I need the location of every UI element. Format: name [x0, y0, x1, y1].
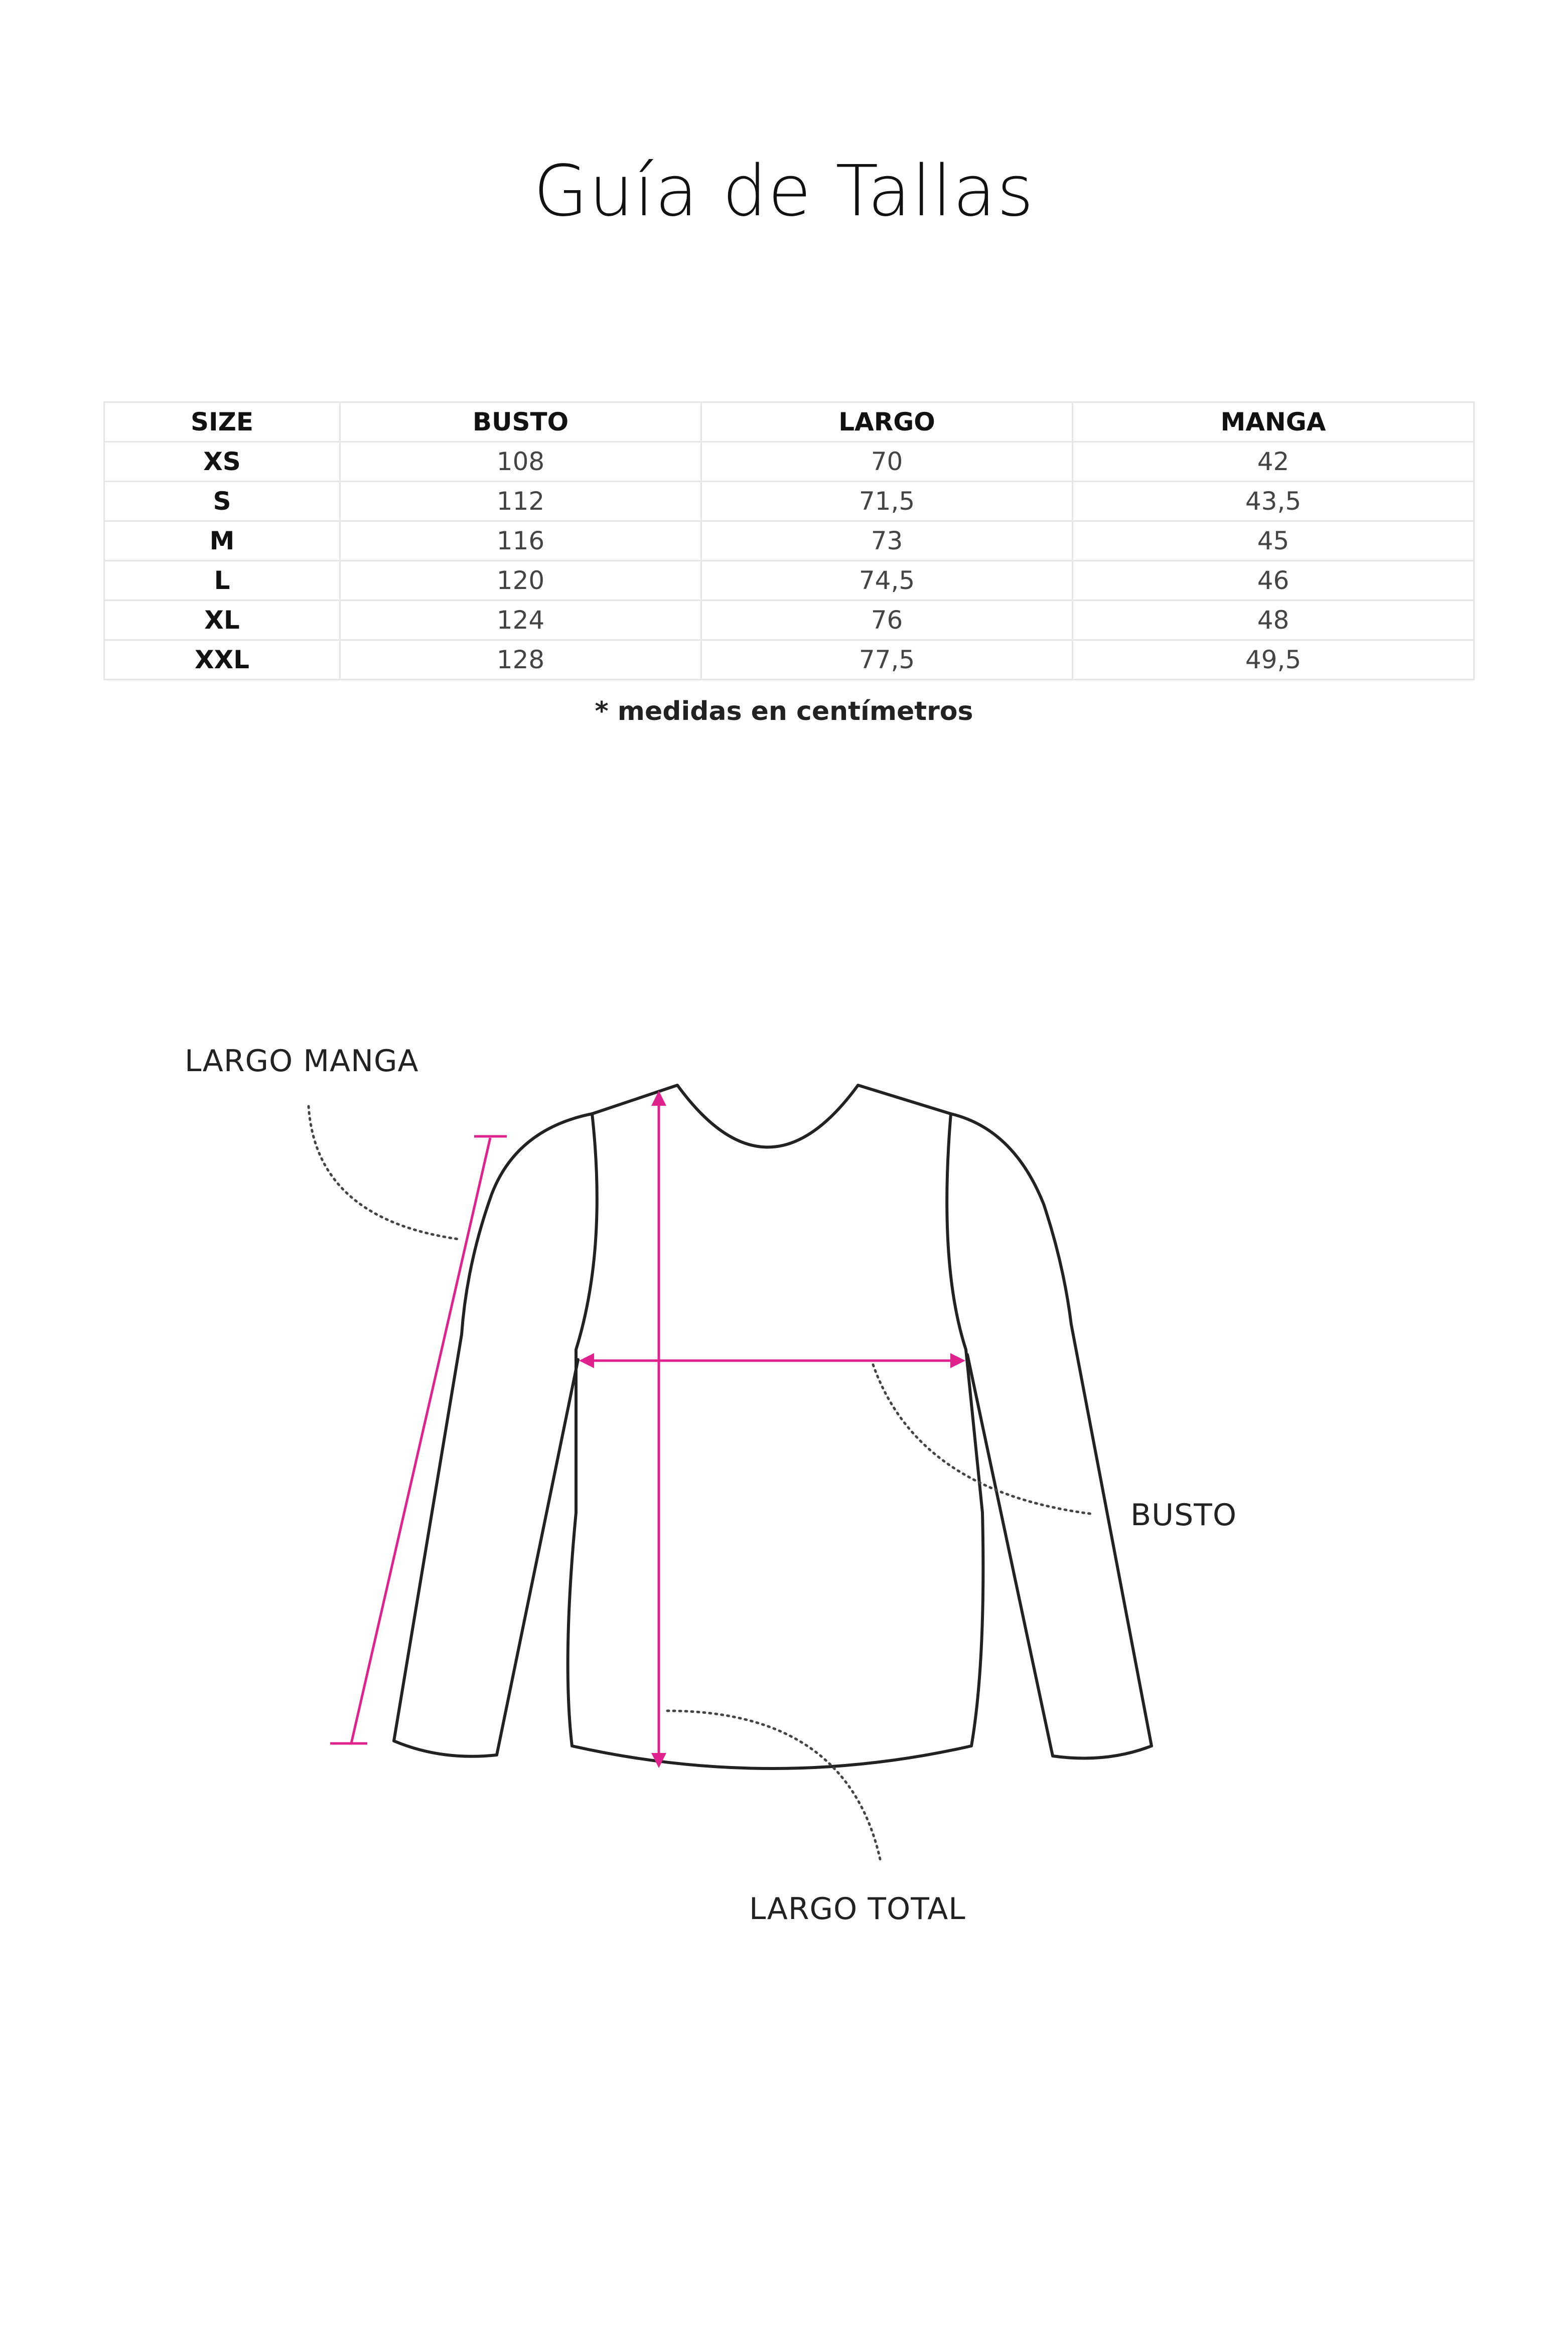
length-cell: 77,5 [701, 640, 1073, 680]
size-cell: M [104, 521, 340, 561]
length-cell: 73 [701, 521, 1073, 561]
page-title: Guía de Tallas [533, 151, 1035, 232]
sleeve-length-label: LARGO MANGA [185, 1044, 419, 1079]
bust-cell: 116 [340, 521, 701, 561]
sweater-outline [394, 1085, 1152, 1769]
table-row [104, 521, 1474, 561]
sweater-body-outline [568, 1085, 983, 1769]
sleeve-cell: 45 [1073, 521, 1474, 561]
size-cell: XL [104, 601, 340, 640]
size-cell: S [104, 482, 340, 521]
bust-label: BUSTO [1130, 1498, 1237, 1533]
sleeve-cell: 46 [1073, 561, 1474, 601]
total-length-label: LARGO TOTAL [749, 1891, 966, 1927]
size-cell: L [104, 561, 340, 601]
length-cell: 71,5 [701, 482, 1073, 521]
length-cell: 70 [701, 442, 1073, 482]
size-chart-table [103, 401, 1475, 680]
table-row [104, 561, 1474, 601]
column-header-sleeve: MANGA [1073, 402, 1474, 442]
column-header-size: SIZE [104, 402, 340, 442]
bust-cell: 120 [340, 561, 701, 601]
size-cell: XS [104, 442, 340, 482]
bust-leader-line [873, 1365, 1094, 1514]
sleeve-cell: 42 [1073, 442, 1474, 482]
sleeve-cell: 43,5 [1073, 482, 1474, 521]
column-header-bust: BUSTO [340, 402, 701, 442]
sleeve-cell: 49,5 [1073, 640, 1474, 680]
bust-cell: 128 [340, 640, 701, 680]
sleeve-length-line [351, 1138, 490, 1743]
bust-cell: 108 [340, 442, 701, 482]
length-cell: 74,5 [701, 561, 1073, 601]
size-cell: XXL [104, 640, 340, 680]
table-row [104, 640, 1474, 680]
bust-cell: 124 [340, 601, 701, 640]
table-row [104, 442, 1474, 482]
sleeve-leader-line [309, 1106, 459, 1239]
column-header-length: LARGO [701, 402, 1073, 442]
units-note: * medidas en centímetros [595, 696, 973, 726]
sleeve-cell: 48 [1073, 601, 1474, 640]
table-header-row [104, 402, 1474, 442]
left-sleeve-outline [394, 1114, 592, 1756]
table-row [104, 482, 1474, 521]
bust-cell: 112 [340, 482, 701, 521]
length-cell: 76 [701, 601, 1073, 640]
total-leader-line [667, 1711, 881, 1861]
garment-measurement-diagram [0, 953, 1568, 1932]
table-row [104, 601, 1474, 640]
